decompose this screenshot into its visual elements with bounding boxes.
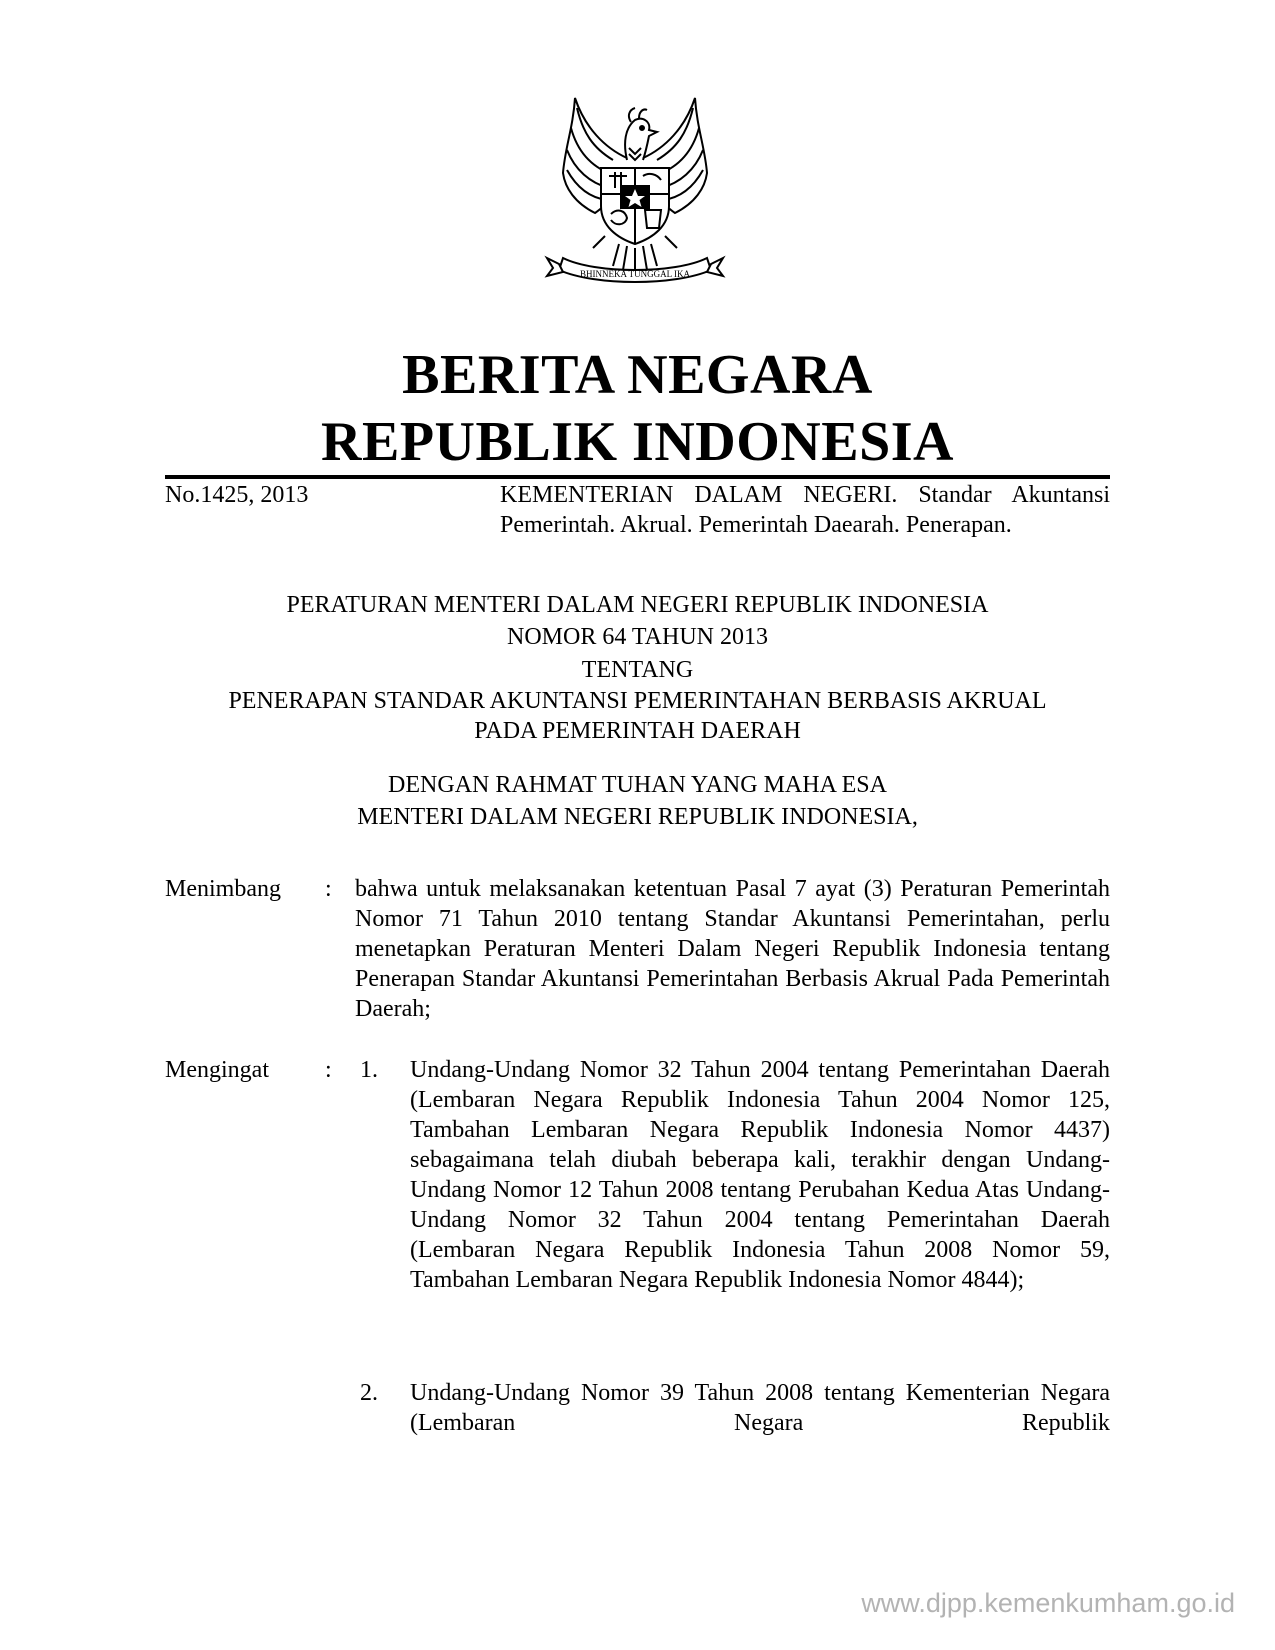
regulation-tentang: TENTANG — [581, 657, 694, 683]
garuda-emblem-icon — [535, 88, 735, 288]
invocation: DENGAN RAHMAT TUHAN YANG MAHA ESA — [388, 772, 887, 798]
watermark-url: www.djpp.kemenkumham.go.id — [861, 1588, 1235, 1618]
document-number: No.1425, 2013 — [165, 482, 309, 508]
document-title-line1: BERITA NEGARA — [402, 344, 873, 406]
mengingat-colon: : — [325, 1057, 332, 1083]
document-subject: KEMENTERIAN DALAM NEGERI. Standar Akuntansi Pemerintah. Akrual. Pemerintah Daearah. Penerapan. — [500, 482, 1110, 538]
emblem-motto: BHINNEKA TUNGGAL IKA — [580, 269, 690, 279]
menimbang-label: Menimbang — [165, 876, 281, 902]
regulation-heading-line1: PERATURAN MENTERI DALAM NEGERI REPUBLIK INDONESIA — [286, 592, 989, 618]
menimbang-text: bahwa untuk melaksanakan ketentuan Pasal 7 ayat (3) Peraturan Pemerintah Nomor 71 Tahun 2010 tentang Standar Akuntansi Pemerintahan, perlu menetapkan Peraturan Menteri Dalam Negeri Republik Indonesia tentang Penerapan Standar Akuntansi Pemerintahan Berbasis Akrual Pada Pemerintah Daerah; — [355, 876, 1110, 1022]
mengingat-item-2-text: Undang-Undang Nomor 39 Tahun 2008 tentang Kementerian Negara (Lembaran Negara Republik — [410, 1380, 1110, 1436]
mengingat-item-1-text: Undang-Undang Nomor 32 Tahun 2004 tentang Pemerintahan Daerah (Lembaran Negara Republik Indonesia Tahun 2004 Nomor 125, Tambahan Lembaran Negara Republik Indonesia Nomor 4437) sebagaimana telah diubah beberapa kali, terakhir dengan Undang-Undang Nomor 12 Tahun 2008 tentang Perubahan Kedua Atas Undang-Undang Nomor 32 Tahun 2004 tentang Pemerintahan Daerah (Lembaran Negara Republik Indonesia Tahun 2008 Nomor 59, Tambahan Lembaran Negara Republik Indonesia Nomor 4844); — [410, 1057, 1110, 1293]
mengingat-label: Mengingat — [165, 1057, 269, 1083]
mengingat-item-1-number: 1. — [360, 1057, 378, 1083]
menimbang-colon: : — [325, 876, 332, 902]
regulation-topic-line2: PADA PEMERINTAH DAERAH — [474, 718, 801, 744]
document-title-line2: REPUBLIK INDONESIA — [321, 411, 954, 473]
regulation-number: NOMOR 64 TAHUN 2013 — [507, 624, 768, 650]
mengingat-item-2-number: 2. — [360, 1380, 378, 1406]
regulation-topic-line1: PENERAPAN STANDAR AKUNTANSI PEMERINTAHAN BERBASIS AKRUAL — [228, 688, 1047, 714]
minister-line: MENTERI DALAM NEGERI REPUBLIK INDONESIA, — [357, 804, 918, 830]
header-divider — [165, 475, 1110, 479]
